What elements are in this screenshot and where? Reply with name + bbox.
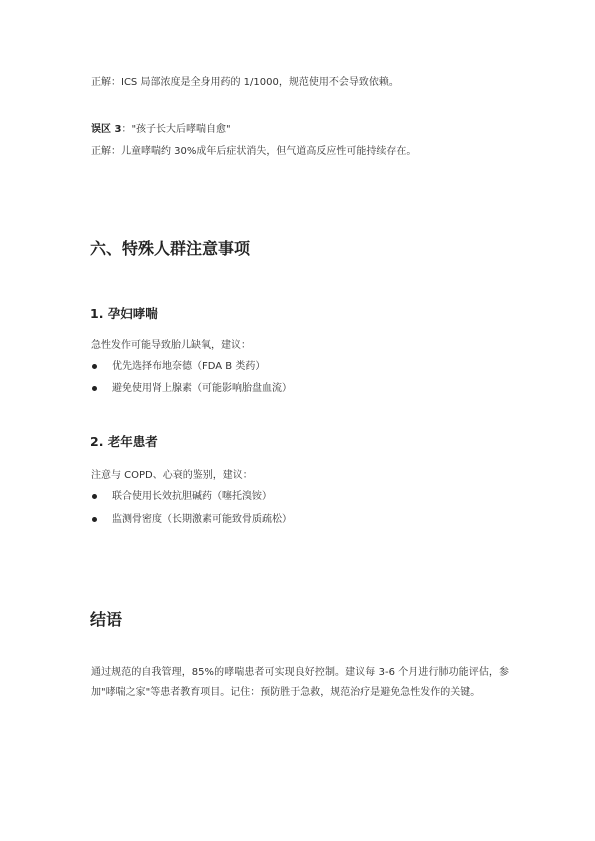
myth2-answer: [91, 76, 399, 89]
answer-label: 正解：: [91, 77, 121, 88]
myth3-title: [91, 123, 231, 136]
bullet-dot: [92, 364, 97, 369]
subsection-intro: 注意与 COPD、心衰的鉴别，建议：: [91, 470, 253, 481]
section-heading: 六、特殊人群注意事项: [90, 239, 251, 258]
myth-separator: ：: [121, 124, 132, 135]
list-item: 避免使用肾上腺素（可能影响胎盘血流）: [112, 383, 292, 394]
conclusion-paragraph: 通过规范的自我管理，85%的哮喘患者可实现良好控制。建议每 3-6 个月进行肺功能评估，参加"哮喘之家"等患者教育项目。记住：预防胜于急救，规范治疗是避免急性发作的关键。: [91, 667, 509, 698]
subsection-heading: 1. 孕妇哮喘: [90, 306, 158, 321]
myth3-answer: [91, 145, 416, 158]
bullet-dot: [92, 386, 97, 391]
subsection-heading: 2. 老年患者: [90, 434, 158, 449]
myth-text: "孩子长大后哮喘自愈": [131, 124, 231, 135]
bullet-dot: [92, 494, 97, 499]
conclusion-heading: 结语: [90, 610, 123, 629]
myth-label: 误区 3: [91, 124, 122, 135]
list-item: 优先选择布地奈德（FDA B 类药）: [112, 361, 266, 372]
list-item: 联合使用长效抗胆碱药（噻托溴铵）: [112, 491, 272, 502]
subsection-intro: 急性发作可能导致胎儿缺氧，建议：: [91, 340, 251, 351]
list-item: 监测骨密度（长期激素可能致骨质疏松）: [112, 514, 292, 525]
bullet-dot: [92, 517, 97, 522]
answer-label: 正解：: [91, 146, 121, 157]
answer-text: 儿童哮喘约 30%成年后症状消失，但气道高反应性可能持续存在。: [121, 146, 417, 157]
answer-text: ICS 局部浓度是全身用药的 1/1000，规范使用不会导致依赖。: [121, 77, 399, 88]
